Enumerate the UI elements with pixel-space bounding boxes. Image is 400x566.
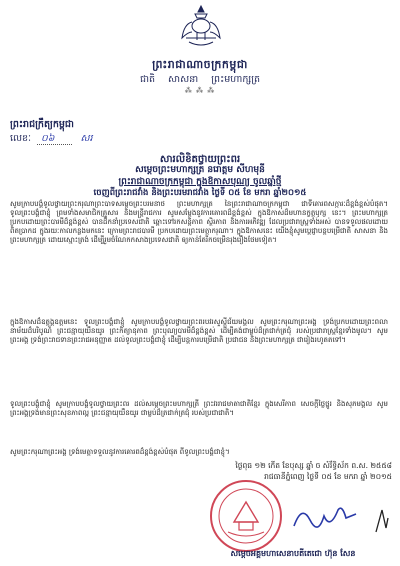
official-seal-icon [208, 478, 284, 554]
lunar-date: ថ្ងៃពុធ ១២ កើត ខែបុស្ស ឆ្នាំ ច សំរឹទ្ធិស័ក ព.ស. ២៥៥៨ [235, 461, 392, 470]
reference-label: លេខៈ [10, 133, 31, 144]
reference-suffix: សរ [80, 133, 93, 144]
national-motto: ជាតិ សាសនា ព្រះមហាក្សត្រ [139, 74, 261, 85]
reference-value: ០៦ [37, 133, 72, 145]
kingdom-title: ព្រះរាជាណាចក្រកម្ពុជា [152, 58, 248, 71]
signatory-name: សម្តេចអគ្គមហាសេនាបតីតេជោ ហ៊ុន សែន [230, 548, 356, 558]
signature-icon [290, 500, 360, 536]
issuing-office: ព្រះរាជក្រឹត្យកម្ពុជា [10, 119, 74, 130]
body-paragraph-2: ក្នុងឱកាសដ៏ឧត្តុង្គឧត្តមនេះ ទូលព្រះបង្គំជាខ្ញុំ សូមក្រាបបង្គំទូលថ្វាយព្រះពរបវរសួស្តីជ័យមង្គល សូមព្រះករុណាព្រះអង្គ ទ្រង់ប្រកបដោយព្រះពលានាម័យដ៏បរិបូណ៌ ព្រះជន្មាយុយឺនយូរ ព្រះកិត្យានុភាព ព្រះបុណ្យបារមីដ៏ខ្ពង់ខ្ពស់ ដើម្បីគង់ជាម្លប់ដ៏ត្រជាក់ត្រជុំ របស់ប្រជារាស្ត្រខ្មែរទាំងមូល។ សូមព្រះអង្គ ទ្រង់ព្រះរាជទានព្រះរាជអនុញ្ញាត ដល់ទូលព្រះបង្គំជាខ្ញុំ ដើម្បីបន្តការបម្រើជាតិ ប្រជាជន និងព្រះមហាក្សត្រ ជារៀងរហូតតទៅ។ [10, 318, 388, 344]
body-paragraph-4: សូមព្រះករុណាព្រះអង្គ ទ្រង់មេត្តាទទួលនូវការគោរពដ៏ខ្ពង់ខ្ពស់បំផុត ពីទូលព្រះបង្គំជាខ្ញុំ។ [10, 448, 230, 456]
addressee-line: សម្តេចព្រះមហាក្សត្រ នរោត្តម សីហមុនី [135, 165, 265, 175]
issue-line: ចេញពីព្រះរាជវាំង និងព្រះបរមរាជវាំង ថ្ងៃទី ០៥ ខែ មករា ឆ្នាំ២០១៥ [93, 188, 307, 198]
body-paragraph-1: សូមក្រាបបង្គំទូលថ្វាយព្រះករុណាព្រះបាទសម្តេចព្រះបរមនាថ ព្រះមហាក្សត្រ នៃព្រះរាជាណាចក្រកម្ពុជា ជាទីគោរពសក្ការៈដ៏ខ្ពង់ខ្ពស់បំផុត។ ទូលព្រះបង្គំជាខ្ញុំ ព្រមទាំងសមាជិកគ្រួសារ និងមន្ត្រីរាជការ សូមសម្តែងនូវការគោរពដ៏ខ្ពង់ខ្ពស់ ក្នុងឱកាសដ៏មហានក្ខត្តឫក្ស នេះ។ ព្រះមហាក្សត្រ ប្រកបដោយព្រះបារមីដ៏ខ្ពង់ខ្ពស់ បានដឹកនាំប្រទេសជាតិ ឆ្ពោះទៅរកសន្តិភាព ស្ថិរភាព និងការអភិវឌ្ឍ ដែលប្រជារាស្ត្រទាំងអស់ បានទទួលផលដោយពិតប្រាកដ ក្នុងរយៈកាលកន្លងមកនេះ ក្រោមព្រះរាជបារមី ប្រកបដោយព្រះមេត្តាករុណា។ ក្នុងឱកាសនេះ យើងខ្ញុំសូមប្តេជ្ញាបន្តបម្រើជាតិ សាសនា និងព្រះមហាក្សត្រ ដោយស្មោះត្រង់ ដើម្បីរួមចំណែកកសាងប្រទេសជាតិ ឲ្យកាន់តែរីកចម្រើនរុងរឿងថែមទៀត។ [10, 200, 388, 244]
reference-number [10, 132, 93, 146]
header-ornament: ⁂ ⁂ ⁂ [184, 87, 216, 95]
royal-emblem-icon [176, 4, 226, 50]
occasion-line: ព្រះរាជាណាចក្រកម្ពុជា ក្នុងឱកាសបុណ្យ ចូលឆ្នាំថ្មី [118, 177, 282, 187]
document-heading: សារលិខិតថ្វាយព្រះពរ [159, 154, 241, 165]
gregorian-date: រាជធានីភ្នំពេញ ថ្ងៃទី ០៥ ខែ មករា ឆ្នាំ ២០១៥ [264, 472, 392, 481]
body-paragraph-3: ទូលព្រះបង្គំជាខ្ញុំ សូមក្រាបបង្គំទូលថ្វាយព្រះពរ ដល់សម្តេចព្រះមហាក្សត្រី ព្រះវររាជមាតាជាតិខ្មែរ ក្នុងសេរីភាព សេចក្តីថ្លៃថ្នូរ និងសុភមង្គល សូមព្រះអង្គទ្រង់មានព្រះសុខភាពល្អ ព្រះជន្មាយុយឺនយូរ ជាម្លប់ដ៏ត្រជាក់ត្រជុំ របស់ប្រជាជាតិ។ [10, 400, 388, 417]
initial-mark-icon [372, 506, 392, 536]
